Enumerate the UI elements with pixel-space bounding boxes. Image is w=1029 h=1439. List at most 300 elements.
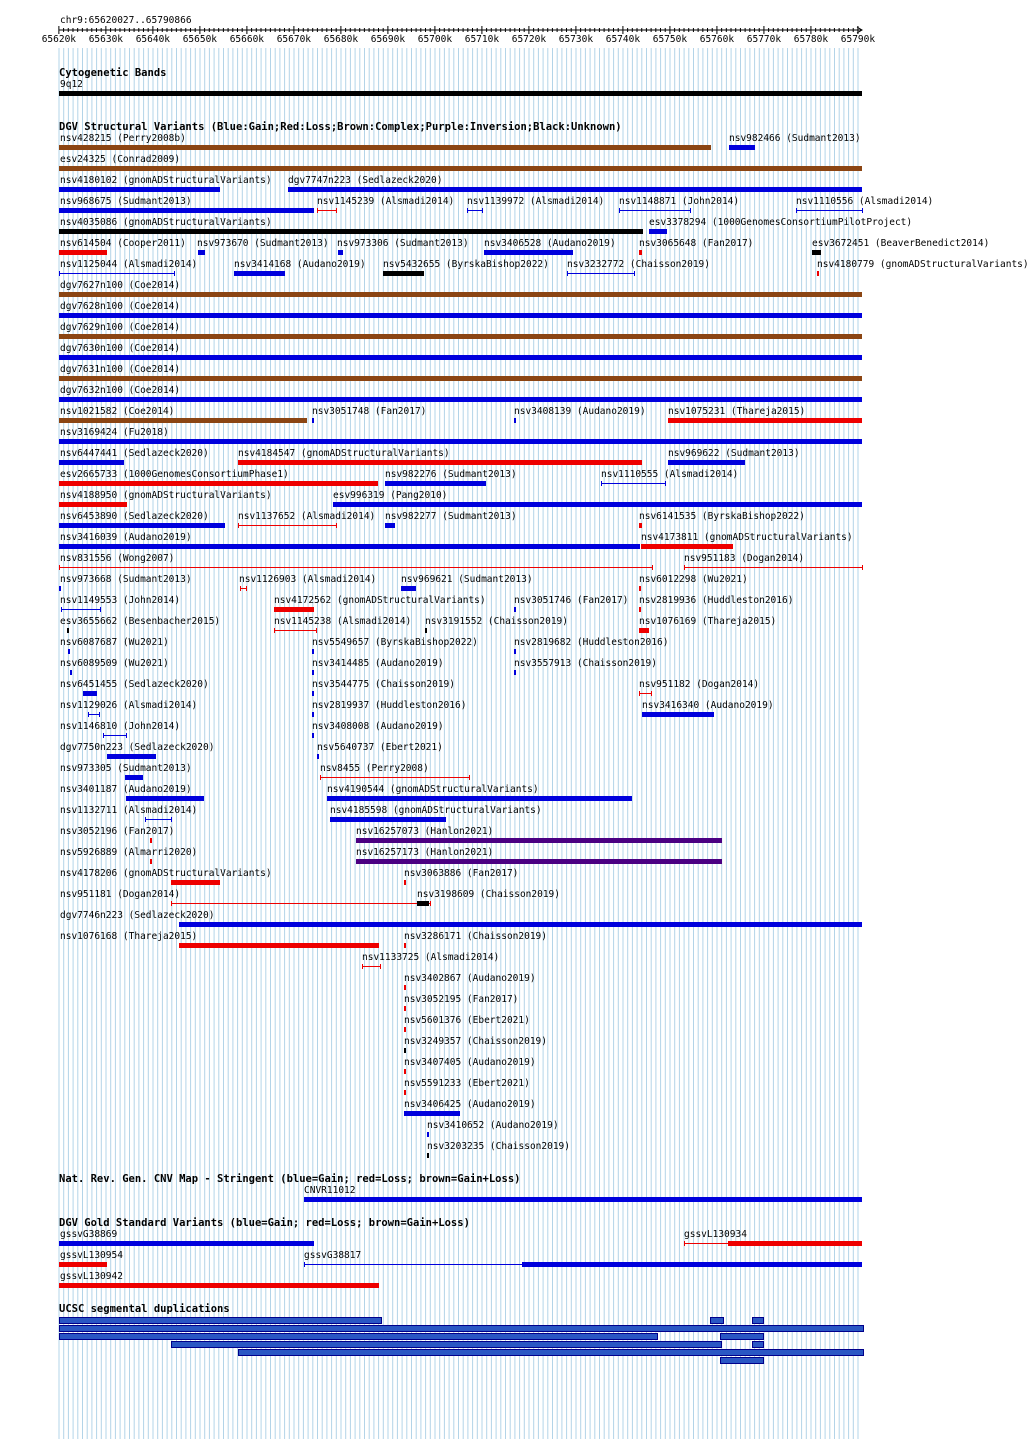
- variant-bar[interactable]: [425, 628, 427, 633]
- feature-label[interactable]: nsv982466 (Sudmant2013): [729, 133, 861, 144]
- variant-bar[interactable]: [312, 418, 314, 423]
- feature-label[interactable]: gssvG38817: [304, 1250, 362, 1261]
- variant-bar[interactable]: [639, 523, 642, 528]
- variant-span-end: [171, 901, 172, 906]
- feature-label[interactable]: nsv16257073 (Hanlon2021): [356, 826, 494, 837]
- feature-label[interactable]: nsv3407405 (Audano2019): [404, 1057, 536, 1068]
- variant-bar[interactable]: [59, 187, 220, 192]
- feature-label[interactable]: nsv1110555 (Alsmadi2014): [601, 469, 739, 480]
- variant-span-end: [665, 481, 666, 486]
- feature-label[interactable]: nsv3557913 (Chaisson2019): [514, 658, 657, 669]
- variant-span-line[interactable]: [59, 273, 174, 274]
- variant-bar[interactable]: [59, 397, 862, 402]
- variant-bar[interactable]: [312, 649, 314, 654]
- variant-bar[interactable]: [312, 733, 314, 738]
- ruler-tick-label: 65750k: [652, 34, 688, 45]
- variant-bar[interactable]: [668, 460, 745, 465]
- feature-label[interactable]: nsv3414485 (Audano2019): [312, 658, 444, 669]
- feature-label[interactable]: CNVR11012: [304, 1185, 356, 1196]
- feature-label[interactable]: nsv3402867 (Audano2019): [404, 973, 536, 984]
- variant-bar[interactable]: [59, 418, 307, 423]
- segmental-duplication[interactable]: [720, 1357, 764, 1364]
- variant-bar[interactable]: [59, 166, 862, 171]
- variant-bar[interactable]: [59, 208, 314, 213]
- variant-bar[interactable]: [404, 1048, 406, 1053]
- variant-span-end: [796, 208, 797, 213]
- feature-label[interactable]: nsv3416039 (Audano2019): [60, 532, 192, 543]
- feature-label[interactable]: nsv1145239 (Alsmadi2014): [317, 196, 455, 207]
- feature-label[interactable]: nsv1139972 (Alsmadi2014): [467, 196, 605, 207]
- variant-bar[interactable]: [639, 586, 641, 591]
- variant-bar[interactable]: [639, 250, 642, 255]
- feature-label[interactable]: nsv3191552 (Chaisson2019): [425, 616, 568, 627]
- variant-span-end: [317, 208, 318, 213]
- feature-label[interactable]: nsv8455 (Perry2008): [320, 763, 429, 774]
- variant-bar[interactable]: [68, 649, 70, 654]
- feature-label[interactable]: dgv7628n100 (Coe2014): [60, 301, 181, 312]
- ruler-tick-label: 65720k: [511, 34, 547, 45]
- variant-span-end: [59, 271, 60, 276]
- feature-label[interactable]: nsv973668 (Sudmant2013): [60, 574, 192, 585]
- variant-span-end: [174, 271, 175, 276]
- feature-label[interactable]: nsv1145238 (Alsmadi2014): [274, 616, 412, 627]
- variant-bar[interactable]: [150, 859, 152, 864]
- variant-bar[interactable]: [150, 838, 152, 843]
- variant-span-end: [59, 565, 60, 570]
- ruler-tick-label: 65710k: [464, 34, 500, 45]
- variant-bar[interactable]: [83, 691, 97, 696]
- variant-bar[interactable]: [288, 187, 862, 192]
- variant-bar[interactable]: [330, 817, 446, 822]
- feature-label[interactable]: nsv6087687 (Wu2021): [60, 637, 169, 648]
- variant-span-line[interactable]: [467, 210, 482, 211]
- feature-label[interactable]: nsv1149553 (John2014): [60, 595, 181, 606]
- variant-bar[interactable]: [59, 334, 862, 339]
- variant-span-line[interactable]: [238, 525, 336, 526]
- feature-label[interactable]: esv3378294 (1000GenomesConsortiumPilotProject): [649, 217, 913, 228]
- variant-bar[interactable]: [304, 1197, 862, 1202]
- feature-label[interactable]: dgv7631n100 (Coe2014): [60, 364, 181, 375]
- feature-label[interactable]: nsv16257173 (Hanlon2021): [356, 847, 494, 858]
- feature-label[interactable]: gssvL130942: [60, 1271, 123, 1282]
- ruler-tick-label: 65680k: [323, 34, 359, 45]
- feature-label[interactable]: nsv3063886 (Fan2017): [404, 868, 519, 879]
- feature-label[interactable]: nsv1110556 (Alsmadi2014): [796, 196, 934, 207]
- feature-label[interactable]: nsv4173811 (gnomADStructuralVariants): [641, 532, 853, 543]
- feature-label[interactable]: nsv1146810 (John2014): [60, 721, 181, 732]
- variant-bar[interactable]: [312, 691, 314, 696]
- variant-span-line[interactable]: [145, 819, 171, 820]
- feature-label[interactable]: dgv7747n223 (Sedlazeck2020): [288, 175, 443, 186]
- variant-span-end: [380, 964, 381, 969]
- variant-bar[interactable]: [404, 880, 406, 885]
- track-title: Nat. Rev. Gen. CNV Map - Stringent (blue=Gain; red=Loss; brown=Gain+Loss): [59, 1173, 521, 1185]
- variant-span-end: [103, 733, 104, 738]
- ruler-tick-label: 65640k: [135, 34, 171, 45]
- feature-label[interactable]: dgv7629n100 (Coe2014): [60, 322, 181, 333]
- variant-span-end: [99, 712, 100, 717]
- feature-label[interactable]: nsv3406425 (Audano2019): [404, 1099, 536, 1110]
- variant-bar[interactable]: [817, 271, 819, 276]
- variant-bar[interactable]: [649, 229, 667, 234]
- variant-bar[interactable]: [59, 1241, 314, 1246]
- ruler-tick-label: 65700k: [417, 34, 453, 45]
- ruler-tick-label: 65630k: [88, 34, 124, 45]
- variant-bar[interactable]: [333, 502, 862, 507]
- variant-span-end: [145, 817, 146, 822]
- variant-span-end: [274, 628, 275, 633]
- variant-bar[interactable]: [317, 754, 319, 759]
- variant-span-line[interactable]: [619, 210, 690, 211]
- segmental-duplication[interactable]: [752, 1341, 764, 1348]
- variant-bar[interactable]: [59, 586, 61, 591]
- ruler-tick-label: 65620k: [41, 34, 77, 45]
- feature-label[interactable]: nsv1126903 (Alsmadi2014): [239, 574, 377, 585]
- variant-span-end: [171, 817, 172, 822]
- variant-bar[interactable]: [179, 922, 862, 927]
- feature-label[interactable]: nsv951181 (Dogan2014): [60, 889, 181, 900]
- variant-bar[interactable]: [404, 943, 406, 948]
- feature-label[interactable]: nsv3408008 (Audano2019): [312, 721, 444, 732]
- variant-span-end: [651, 691, 652, 696]
- variant-span-line[interactable]: [171, 903, 430, 904]
- variant-span-end: [126, 733, 127, 738]
- variant-bar[interactable]: [59, 544, 640, 549]
- feature-label[interactable]: nsv3416340 (Audano2019): [642, 700, 774, 711]
- variant-bar[interactable]: [59, 439, 862, 444]
- variant-bar[interactable]: [668, 418, 862, 423]
- variant-bar[interactable]: [404, 1069, 406, 1074]
- feature-label[interactable]: nsv969622 (Sudmant2013): [668, 448, 800, 459]
- feature-label[interactable]: nsv973306 (Sudmant2013): [337, 238, 469, 249]
- variant-span-end: [246, 586, 247, 591]
- variant-bar[interactable]: [639, 607, 641, 612]
- variant-span-end: [862, 565, 863, 570]
- variant-bar[interactable]: [327, 796, 632, 801]
- feature-label[interactable]: nsv4180102 (gnomADStructuralVariants): [60, 175, 272, 186]
- variant-bar[interactable]: [59, 481, 378, 486]
- variant-bar[interactable]: [404, 985, 406, 990]
- feature-label[interactable]: nsv831556 (Wong2007): [60, 553, 175, 564]
- variant-bar[interactable]: [417, 901, 429, 906]
- feature-label[interactable]: nsv3249357 (Chaisson2019): [404, 1036, 547, 1047]
- variant-span-end: [336, 208, 337, 213]
- feature-label[interactable]: esv24325 (Conrad2009): [60, 154, 181, 165]
- variant-bar[interactable]: [59, 355, 862, 360]
- track-title: Cytogenetic Bands: [59, 67, 167, 79]
- variant-bar[interactable]: [404, 1111, 460, 1116]
- feature-label[interactable]: nsv4184547 (gnomADStructuralVariants): [238, 448, 450, 459]
- variant-span-line[interactable]: [61, 609, 100, 610]
- variant-span-end: [467, 208, 468, 213]
- variant-span-end: [469, 775, 470, 780]
- feature-label[interactable]: nsv4035086 (gnomADStructuralVariants): [60, 217, 272, 228]
- track-title: DGV Gold Standard Variants (blue=Gain; red=Loss; brown=Gain+Loss): [59, 1217, 470, 1229]
- variant-span-end: [619, 208, 620, 213]
- variant-bar[interactable]: [312, 712, 314, 717]
- feature-label[interactable]: nsv2819937 (Huddleston2016): [312, 700, 467, 711]
- variant-bar[interactable]: [385, 481, 486, 486]
- feature-label[interactable]: nsv1125044 (Alsmadi2014): [60, 259, 198, 270]
- ruler-tick-label: 65650k: [182, 34, 218, 45]
- variant-span-end: [862, 208, 863, 213]
- variant-span-end: [684, 565, 685, 570]
- variant-bar[interactable]: [338, 250, 343, 255]
- variant-span-line[interactable]: [684, 567, 862, 568]
- segmental-duplication[interactable]: [59, 1325, 864, 1332]
- feature-label[interactable]: nsv973670 (Sudmant2013): [197, 238, 329, 249]
- variant-span-end: [601, 481, 602, 486]
- variant-bar[interactable]: [70, 670, 72, 675]
- position-label: chr9:65620027..65790866: [60, 15, 192, 26]
- variant-bar[interactable]: [59, 523, 225, 528]
- segmental-duplication[interactable]: [238, 1349, 864, 1356]
- segmental-duplication[interactable]: [59, 1333, 658, 1340]
- variant-span-end: [634, 271, 635, 276]
- variant-bar[interactable]: [812, 250, 821, 255]
- feature-label[interactable]: gssvL130934: [684, 1229, 747, 1240]
- feature-label[interactable]: esv3672451 (BeaverBenedict2014): [812, 238, 990, 249]
- variant-span-line[interactable]: [684, 1243, 728, 1244]
- variant-span-end: [684, 1241, 685, 1246]
- feature-label[interactable]: nsv1148871 (John2014): [619, 196, 740, 207]
- variant-bar[interactable]: [383, 271, 424, 276]
- ruler-tick-label: 65760k: [699, 34, 735, 45]
- feature-label[interactable]: nsv3052195 (Fan2017): [404, 994, 519, 1005]
- variant-bar[interactable]: [59, 376, 862, 381]
- feature-label[interactable]: nsv428215 (Perry2008b): [60, 133, 186, 144]
- variant-bar[interactable]: [401, 586, 416, 591]
- feature-label[interactable]: nsv3410652 (Audano2019): [427, 1120, 559, 1131]
- feature-label[interactable]: nsv1076169 (Thareja2015): [639, 616, 777, 627]
- feature-label[interactable]: nsv1132711 (Alsmadi2014): [60, 805, 198, 816]
- feature-label[interactable]: nsv968675 (Sudmant2013): [60, 196, 192, 207]
- variant-bar[interactable]: [125, 775, 143, 780]
- variant-bar[interactable]: [514, 418, 516, 423]
- feature-label[interactable]: nsv3169424 (Fu2018): [60, 427, 169, 438]
- feature-label[interactable]: nsv6447441 (Sedlazeck2020): [60, 448, 209, 459]
- variant-bar[interactable]: [126, 796, 204, 801]
- variant-bar[interactable]: [427, 1153, 429, 1158]
- segmental-duplication[interactable]: [720, 1333, 764, 1340]
- variant-bar[interactable]: [59, 250, 107, 255]
- feature-label[interactable]: nsv3198609 (Chaisson2019): [417, 889, 560, 900]
- variant-bar[interactable]: [641, 544, 733, 549]
- variant-bar[interactable]: [59, 1262, 107, 1267]
- feature-label[interactable]: 9q12: [60, 79, 83, 90]
- feature-label[interactable]: dgv7627n100 (Coe2014): [60, 280, 181, 291]
- variant-bar[interactable]: [639, 628, 649, 633]
- variant-span-end: [690, 208, 691, 213]
- feature-label[interactable]: nsv6141535 (ByrskaBishop2022): [639, 511, 805, 522]
- variant-bar[interactable]: [238, 460, 642, 465]
- variant-span-end: [61, 607, 62, 612]
- ruler-tick-label: 65790k: [840, 34, 876, 45]
- feature-label[interactable]: nsv6089509 (Wu2021): [60, 658, 169, 669]
- variant-bar[interactable]: [59, 145, 711, 150]
- feature-label[interactable]: nsv3286171 (Chaisson2019): [404, 931, 547, 942]
- variant-bar[interactable]: [171, 880, 220, 885]
- feature-label[interactable]: esv996319 (Pang2010): [333, 490, 448, 501]
- variant-span-line[interactable]: [103, 735, 126, 736]
- feature-label[interactable]: nsv4188950 (gnomADStructuralVariants): [60, 490, 272, 501]
- ruler-tick-label: 65690k: [370, 34, 406, 45]
- feature-label[interactable]: esv3655662 (Besenbacher2015): [60, 616, 221, 627]
- variant-bar[interactable]: [404, 1090, 406, 1095]
- variant-bar[interactable]: [404, 1027, 406, 1032]
- feature-label[interactable]: nsv3051748 (Fan2017): [312, 406, 427, 417]
- variant-bar[interactable]: [59, 460, 124, 465]
- variant-span-end: [88, 712, 89, 717]
- variant-bar[interactable]: [234, 271, 285, 276]
- ruler-tick-label: 65740k: [605, 34, 641, 45]
- variant-span-end: [430, 901, 431, 906]
- feature-label[interactable]: nsv3414168 (Audano2019): [234, 259, 366, 270]
- variant-bar[interactable]: [59, 313, 862, 318]
- variant-span-end: [482, 208, 483, 213]
- variant-bar[interactable]: [729, 145, 755, 150]
- feature-label[interactable]: nsv3051746 (Fan2017): [514, 595, 629, 606]
- variant-bar[interactable]: [198, 250, 205, 255]
- variant-span-line[interactable]: [88, 714, 99, 715]
- feature-label[interactable]: nsv1075231 (Thareja2015): [668, 406, 806, 417]
- variant-span-line[interactable]: [362, 966, 380, 967]
- feature-label[interactable]: dgv7750n223 (Sedlazeck2020): [60, 742, 215, 753]
- feature-label[interactable]: nsv5549657 (ByrskaBishop2022): [312, 637, 478, 648]
- feature-label[interactable]: nsv3203235 (Chaisson2019): [427, 1141, 570, 1152]
- variant-bar[interactable]: [356, 838, 722, 843]
- feature-label[interactable]: nsv5926889 (Almarri2020): [60, 847, 198, 858]
- variant-bar[interactable]: [514, 607, 516, 612]
- feature-label[interactable]: nsv614504 (Cooper2011): [60, 238, 186, 249]
- variant-span-line[interactable]: [567, 273, 634, 274]
- feature-label[interactable]: nsv2819936 (Huddleston2016): [639, 595, 794, 606]
- variant-span-end: [240, 586, 241, 591]
- variant-bar[interactable]: [59, 229, 643, 234]
- segmental-duplication[interactable]: [59, 1317, 382, 1324]
- variant-bar[interactable]: [107, 754, 156, 759]
- feature-label[interactable]: nsv5432655 (ByrskaBishop2022): [383, 259, 549, 270]
- segmental-duplication[interactable]: [752, 1317, 764, 1324]
- variant-bar[interactable]: [67, 628, 69, 633]
- feature-label[interactable]: nsv1137652 (Alsmadi2014): [238, 511, 376, 522]
- segmental-duplication[interactable]: [171, 1341, 722, 1348]
- variant-span-end: [652, 565, 653, 570]
- feature-label[interactable]: nsv5601376 (Ebert2021): [404, 1015, 530, 1026]
- feature-label[interactable]: nsv3401187 (Audano2019): [60, 784, 192, 795]
- feature-label[interactable]: nsv3065648 (Fan2017): [639, 238, 754, 249]
- ruler-tick-label: 65670k: [276, 34, 312, 45]
- feature-label[interactable]: nsv982276 (Sudmant2013): [385, 469, 517, 480]
- feature-label[interactable]: nsv5640737 (Ebert2021): [317, 742, 443, 753]
- feature-label[interactable]: nsv973305 (Sudmant2013): [60, 763, 192, 774]
- variant-span-end: [304, 1262, 305, 1267]
- feature-label[interactable]: nsv3052196 (Fan2017): [60, 826, 175, 837]
- feature-label[interactable]: esv2665733 (1000GenomesConsortiumPhase1): [60, 469, 289, 480]
- feature-label[interactable]: nsv4190544 (gnomADStructuralVariants): [327, 784, 539, 795]
- feature-label[interactable]: nsv4185598 (gnomADStructuralVariants): [330, 805, 542, 816]
- variant-span-end: [336, 523, 337, 528]
- track-title: DGV Structural Variants (Blue:Gain;Red:Loss;Brown:Complex;Purple:Inversion;Black:Unknown): [59, 121, 622, 133]
- feature-label[interactable]: nsv3544775 (Chaisson2019): [312, 679, 455, 690]
- variant-span-line[interactable]: [320, 777, 469, 778]
- feature-label[interactable]: nsv4178206 (gnomADStructuralVariants): [60, 868, 272, 879]
- feature-label[interactable]: nsv969621 (Sudmant2013): [401, 574, 533, 585]
- variant-bar[interactable]: [312, 670, 314, 675]
- feature-label[interactable]: gssvL130954: [60, 1250, 123, 1261]
- feature-label[interactable]: nsv3408139 (Audano2019): [514, 406, 646, 417]
- variant-bar[interactable]: [514, 670, 516, 675]
- feature-label[interactable]: nsv6451455 (Sedlazeck2020): [60, 679, 209, 690]
- variant-bar[interactable]: [427, 1132, 429, 1137]
- ruler-tick-label: 65770k: [746, 34, 782, 45]
- feature-label[interactable]: nsv1133725 (Alsmadi2014): [362, 952, 500, 963]
- variant-bar[interactable]: [179, 943, 379, 948]
- variant-bar[interactable]: [728, 1241, 862, 1246]
- feature-label[interactable]: dgv7630n100 (Coe2014): [60, 343, 181, 354]
- feature-label[interactable]: nsv4172562 (gnomADStructuralVariants): [274, 595, 486, 606]
- feature-label[interactable]: nsv4180779 (gnomADStructuralVariants): [817, 259, 1029, 270]
- variant-bar[interactable]: [356, 859, 722, 864]
- feature-label[interactable]: nsv6012298 (Wu2021): [639, 574, 748, 585]
- feature-label[interactable]: nsv1076168 (Thareja2015): [60, 931, 198, 942]
- variant-span-end: [639, 691, 640, 696]
- feature-label[interactable]: nsv3406528 (Audano2019): [484, 238, 616, 249]
- feature-label[interactable]: nsv1129026 (Alsmadi2014): [60, 700, 198, 711]
- variant-span-end: [320, 775, 321, 780]
- ruler-tick-label: 65780k: [793, 34, 829, 45]
- variant-span-end: [238, 523, 239, 528]
- variant-bar[interactable]: [514, 649, 516, 654]
- variant-bar[interactable]: [404, 1006, 406, 1011]
- feature-label[interactable]: nsv1021582 (Coe2014): [60, 406, 175, 417]
- variant-span-line[interactable]: [796, 210, 862, 211]
- variant-span-end: [362, 964, 363, 969]
- feature-label[interactable]: nsv951182 (Dogan2014): [639, 679, 760, 690]
- variant-bar[interactable]: [274, 607, 314, 612]
- variant-bar[interactable]: [59, 292, 862, 297]
- variant-span-line[interactable]: [304, 1264, 522, 1265]
- variant-span-end: [567, 271, 568, 276]
- ruler-tick-label: 65660k: [229, 34, 265, 45]
- feature-label[interactable]: nsv2819682 (Huddleston2016): [514, 637, 669, 648]
- segmental-duplication[interactable]: [710, 1317, 724, 1324]
- variant-span-line[interactable]: [317, 210, 336, 211]
- variant-bar[interactable]: [59, 1283, 379, 1288]
- variant-span-line[interactable]: [274, 630, 316, 631]
- feature-label[interactable]: dgv7746n223 (Sedlazeck2020): [60, 910, 215, 921]
- feature-label[interactable]: nsv982277 (Sudmant2013): [385, 511, 517, 522]
- variant-bar[interactable]: [484, 250, 573, 255]
- variant-bar[interactable]: [522, 1262, 862, 1267]
- variant-bar[interactable]: [59, 502, 127, 507]
- feature-label[interactable]: nsv951183 (Dogan2014): [684, 553, 805, 564]
- variant-bar[interactable]: [642, 712, 714, 717]
- variant-span-end: [316, 628, 317, 633]
- variant-span-line[interactable]: [601, 483, 665, 484]
- feature-label[interactable]: nsv6453890 (Sedlazeck2020): [60, 511, 209, 522]
- variant-bar[interactable]: [59, 91, 862, 96]
- variant-bar[interactable]: [385, 523, 395, 528]
- feature-label[interactable]: nsv5591233 (Ebert2021): [404, 1078, 530, 1089]
- track-title: UCSC segmental duplications: [59, 1303, 230, 1315]
- feature-label[interactable]: gssvG38869: [60, 1229, 118, 1240]
- variant-span-end: [100, 607, 101, 612]
- feature-label[interactable]: nsv3232772 (Chaisson2019): [567, 259, 710, 270]
- variant-span-line[interactable]: [639, 693, 651, 694]
- variant-span-line[interactable]: [59, 567, 652, 568]
- feature-label[interactable]: dgv7632n100 (Coe2014): [60, 385, 181, 396]
